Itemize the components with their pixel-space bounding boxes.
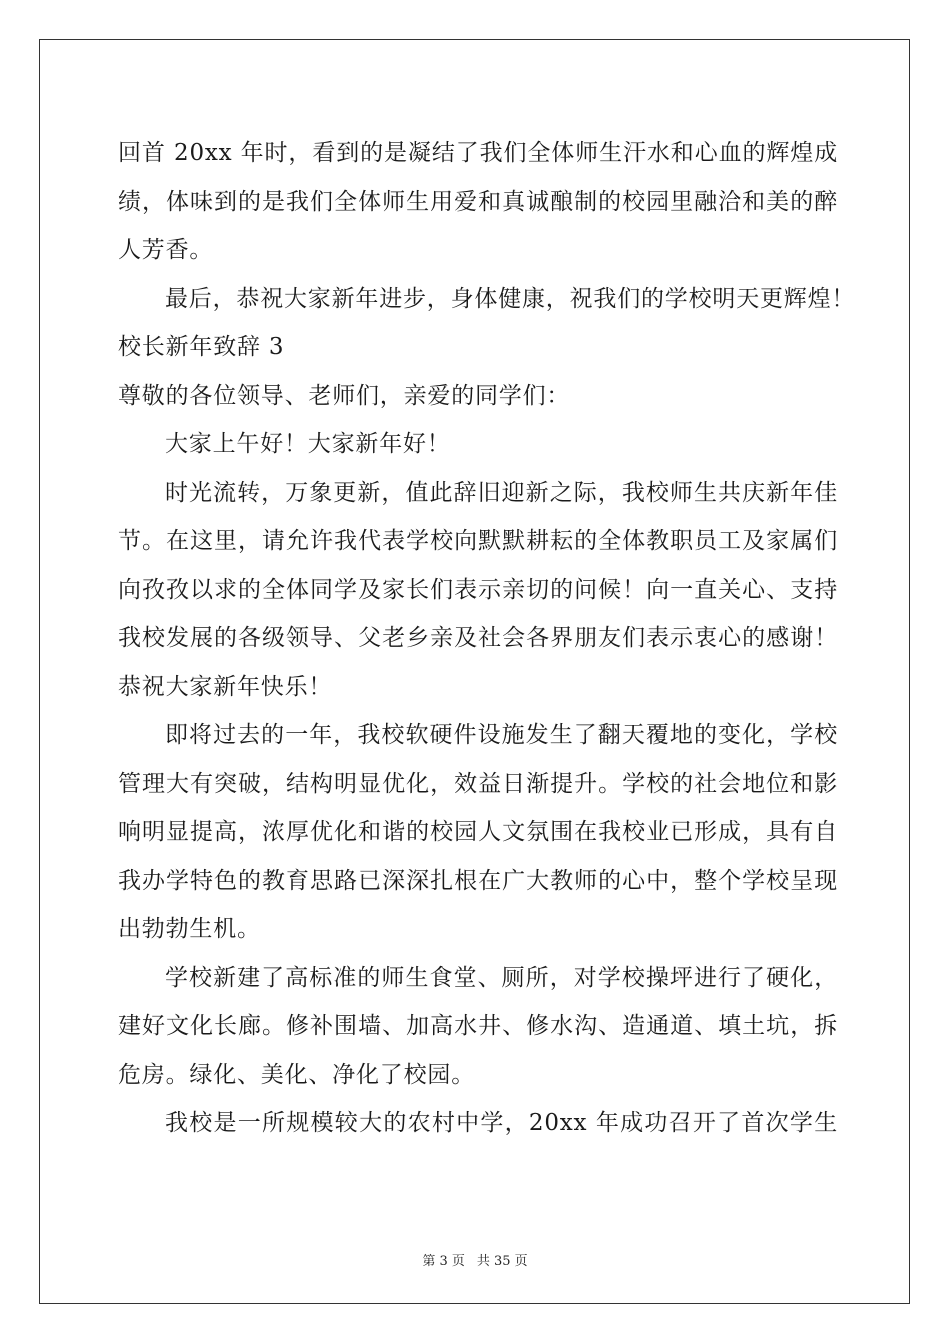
text-line: 我办学特色的教育思路已深深扎根在广大教师的心中，整个学校呈现 xyxy=(118,867,838,894)
page-total: 共 35 页 xyxy=(476,1254,528,1269)
text-line: 时光流转，万象更新，值此辞旧迎新之际，我校师生共庆新年佳 xyxy=(165,479,838,506)
text-line: 人芳香。 xyxy=(118,237,214,263)
text-line: 大家上午好！大家新年好！ xyxy=(165,431,451,457)
text-line: 最后，恭祝大家新年进步，身体健康，祝我们的学校明天更辉煌！ xyxy=(165,285,856,312)
text-line: 我校发展的各级领导、父老乡亲及社会各界朋友们表示衷心的感谢！ xyxy=(118,625,838,651)
text-line: 响明显提高，浓厚优化和谐的校园人文氛围在我校业已形成，具有自 xyxy=(118,819,838,845)
text-line: 即将过去的一年，我校软硬件设施发生了翻天覆地的变化，学校 xyxy=(165,722,838,748)
text-line: 管理大有突破，结构明显优化，效益日渐提升。学校的社会地位和影 xyxy=(118,770,838,797)
text-line: 出勃勃生机。 xyxy=(118,916,261,942)
text-line: 校长新年致辞 3 xyxy=(118,334,285,360)
text-line: 学校新建了高标准的师生食堂、厕所，对学校操坪进行了硬化， xyxy=(165,964,838,991)
text-line: 回首 20xx 年时，看到的是凝结了我们全体师生汗水和心血的辉煌成 xyxy=(118,140,838,166)
page-number: 第 3 页 xyxy=(422,1254,465,1269)
text-line: 危房。绿化、美化、净化了校园。 xyxy=(118,1061,475,1088)
page-footer xyxy=(0,1250,950,1269)
text-line: 尊敬的各位领导、老师们，亲爱的同学们： xyxy=(118,382,571,409)
text-line: 绩，体味到的是我们全体师生用爱和真诚酿制的校园里融洽和美的醉 xyxy=(118,188,838,215)
text-line: 向孜孜以求的全体同学及家长们表示亲切的问候！向一直关心、支持 xyxy=(118,576,838,603)
text-line: 恭祝大家新年快乐！ xyxy=(118,673,333,700)
text-line: 我校是一所规模较大的农村中学，20xx 年成功召开了首次学生 xyxy=(165,1110,838,1136)
document-body xyxy=(118,129,856,1148)
text-line: 建好文化长廊。修补围墙、加高水井、修水沟、造通道、填土坑，拆 xyxy=(118,1013,838,1039)
text-line: 节。在这里，请允许我代表学校向默默耕耘的全体教职员工及家属们 xyxy=(118,528,838,554)
